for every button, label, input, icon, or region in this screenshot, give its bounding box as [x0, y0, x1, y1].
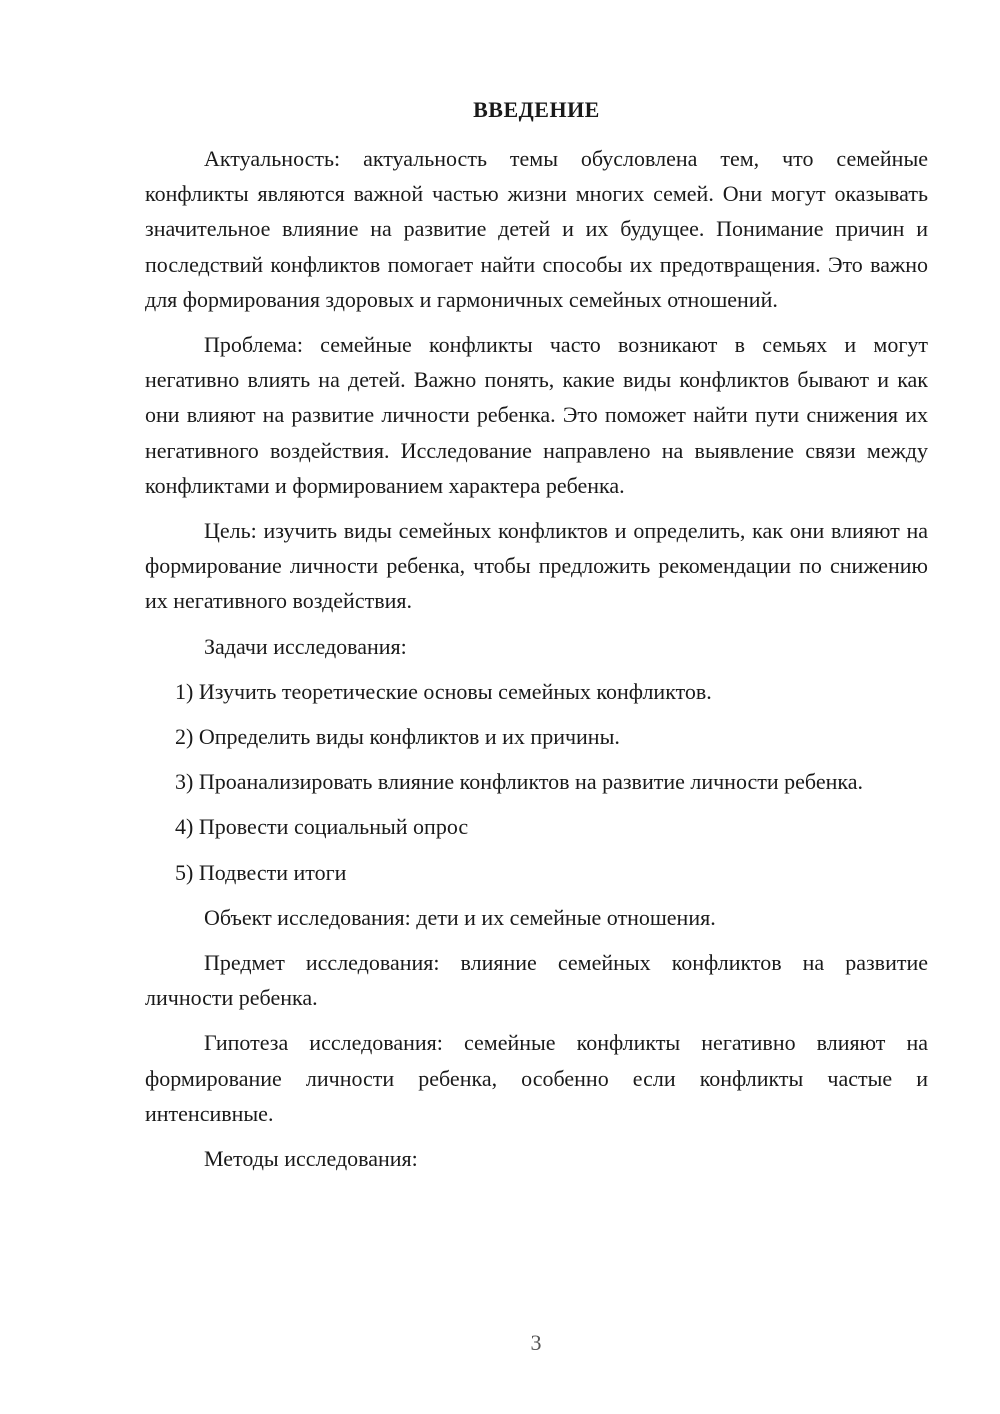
tasks-heading: Задачи исследования:	[204, 633, 407, 659]
relevance-paragraph: Актуальность: актуальность темы обусловлена тем, что семейные конфликты являются важной частью жизни многих семей. Они могут оказывать значительное влияние на развитие детей и их будущее. Понимание причин и последствий конфликтов помогает найти способы их предотвращения. Это важно для формирования здоровых и гармоничных семейных отношений.	[145, 146, 928, 312]
page-number: 3	[530, 1330, 542, 1355]
task-item-1: 1) Изучить теоретические основы семейных конфликтов.	[175, 678, 712, 704]
task-item-2: 2) Определить виды конфликтов и их причины.	[175, 724, 620, 750]
task-item-3: 3) Проанализировать влияние конфликтов на развитие личности ребенка.	[175, 769, 863, 795]
object-paragraph: Объект исследования: дети и их семейные отношения.	[204, 904, 716, 930]
document-page	[145, 92, 928, 1186]
task-item-4: 4) Провести социальный опрос	[175, 814, 469, 840]
hypothesis-paragraph: Гипотеза исследования: семейные конфликты негативно влияют на формирование личности ребенка, особенно если конфликты частые и интенсивные.	[145, 1030, 928, 1126]
goal-paragraph: Цель: изучить виды семейных конфликтов и определить, как они влияют на формирование личности ребенка, чтобы предложить рекомендации по снижению их негативного воздействия.	[145, 518, 928, 614]
task-item-5: 5) Подвести итоги	[175, 859, 347, 885]
subject-paragraph: Предмет исследования: влияние семейных конфликтов на развитие личности ребенка.	[145, 950, 928, 1011]
methods-heading: Методы исследования:	[204, 1146, 418, 1172]
problem-paragraph: Проблема: семейные конфликты часто возникают в семьях и могут негативно влиять на детей. Важно понять, какие виды конфликтов бывают и как они влияют на развитие личности ребенка. Это поможет найти пути снижения их негативного воздействия. Исследование направлено на выявление связи между конфликтами и формированием характера ребенка.	[145, 332, 928, 498]
section-heading: ВВЕДЕНИЕ	[473, 97, 600, 122]
